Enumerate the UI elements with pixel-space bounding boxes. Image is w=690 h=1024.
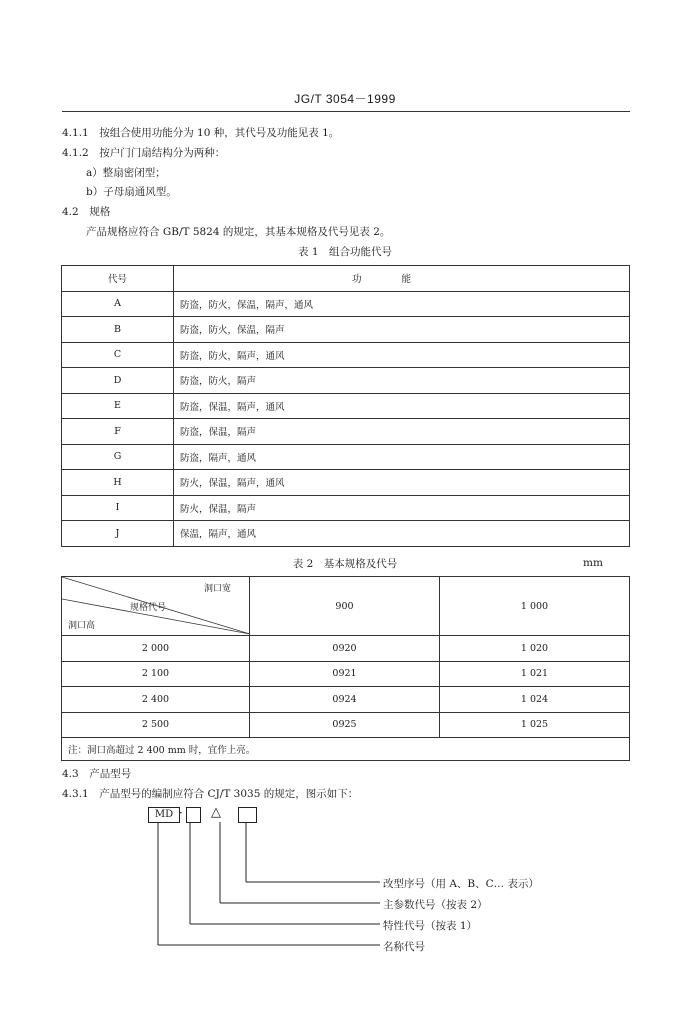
table2-width-900: 900 — [250, 577, 440, 636]
table2-note: 注：洞口高超过 2 400 mm 时，宜作上亮。 — [62, 738, 630, 761]
table1-function: 防盗，防火，保温，隔声 — [174, 317, 630, 343]
table2-width-1000: 1 000 — [440, 577, 630, 636]
table2-code: 1 025 — [440, 712, 630, 738]
label-modification: 改型序号（用 A、B、C… 表示） — [383, 878, 540, 890]
table1-header-function: 功能 — [174, 266, 630, 292]
clause-4-3: 4.3 产品型号 — [62, 768, 132, 780]
table1-code: A — [62, 291, 174, 317]
spec-label: 规格代号 — [130, 603, 167, 613]
table1-header-code: 代号 — [62, 266, 174, 292]
table2-height: 2 400 — [62, 687, 250, 713]
table2-code: 1 020 — [440, 636, 630, 662]
table2-code: 0921 — [250, 661, 440, 687]
table1-code: F — [62, 419, 174, 445]
table1-function: 防火，保温，隔声 — [174, 495, 630, 521]
clause-4-3-1: 4.3.1 产品型号的编制应符合 CJ/T 3035 的规定，图示如下： — [62, 788, 359, 800]
table2-height: 2 000 — [62, 636, 250, 662]
table2-caption: 表 2 基本规格及代号 — [292, 558, 398, 570]
table1-code: E — [62, 393, 174, 419]
clause-4-2: 4.2 规格 — [62, 206, 111, 218]
label-feature: 特性代号（按表 1） — [383, 920, 478, 932]
width-label: 洞口宽 — [203, 584, 231, 594]
table2-code: 0925 — [250, 712, 440, 738]
clause-4-2-text: 产品规格应符合 GB/T 5824 的规定，其基本规格及代号见表 2。 — [86, 226, 391, 238]
table2-code: 0920 — [250, 636, 440, 662]
table1-function: 保温，隔声，通风 — [174, 521, 630, 547]
table1-function: 防盗，防火，隔声 — [174, 368, 630, 394]
table1-code: J — [62, 521, 174, 547]
table2-unit: mm — [583, 557, 603, 569]
clause-4-1-1: 4.1.1 按组合使用功能分为 10 种，其代号及功能见表 1。 — [62, 127, 340, 139]
table1-code: B — [62, 317, 174, 343]
table1-function: 防盗，隔声，通风 — [174, 444, 630, 470]
table1-code: I — [62, 495, 174, 521]
model-dot: · — [179, 806, 183, 820]
clause-4-1-2: 4.1.2 按户门门扇结构分为两种： — [62, 147, 226, 159]
table2-code: 1 021 — [440, 661, 630, 687]
clause-4-1-2-a: a）整扇密闭型； — [86, 167, 166, 179]
table1-function: 防盗，防火，隔声，通风 — [174, 342, 630, 368]
table2-height: 2 500 — [62, 712, 250, 738]
page-header: JG/T 3054－1999 — [294, 92, 396, 106]
table2-height: 2 100 — [62, 661, 250, 687]
table1-code: G — [62, 444, 174, 470]
table1-function: 防盗，保温，隔声，通风 — [174, 393, 630, 419]
model-prefix-box: MD — [148, 807, 180, 823]
table1-function: 防盗，防火，保温，隔声，通风 — [174, 291, 630, 317]
table1-code: D — [62, 368, 174, 394]
table2-code: 0924 — [250, 687, 440, 713]
label-main-param: 主参数代号（按表 2） — [383, 899, 488, 911]
table1-code: H — [62, 470, 174, 496]
table1-function: 防盗，保温，隔声 — [174, 419, 630, 445]
table2-code: 1 024 — [440, 687, 630, 713]
triangle-icon: △ — [211, 805, 221, 820]
table1-caption: 表 1 组合功能代号 — [297, 246, 393, 258]
clause-4-1-2-b: b）子母扇通风型。 — [86, 186, 177, 198]
label-name: 名称代号 — [383, 941, 425, 953]
table1-code: C — [62, 342, 174, 368]
height-label: 洞口高 — [68, 621, 96, 631]
table1-function: 防火，保温，隔声，通风 — [174, 470, 630, 496]
